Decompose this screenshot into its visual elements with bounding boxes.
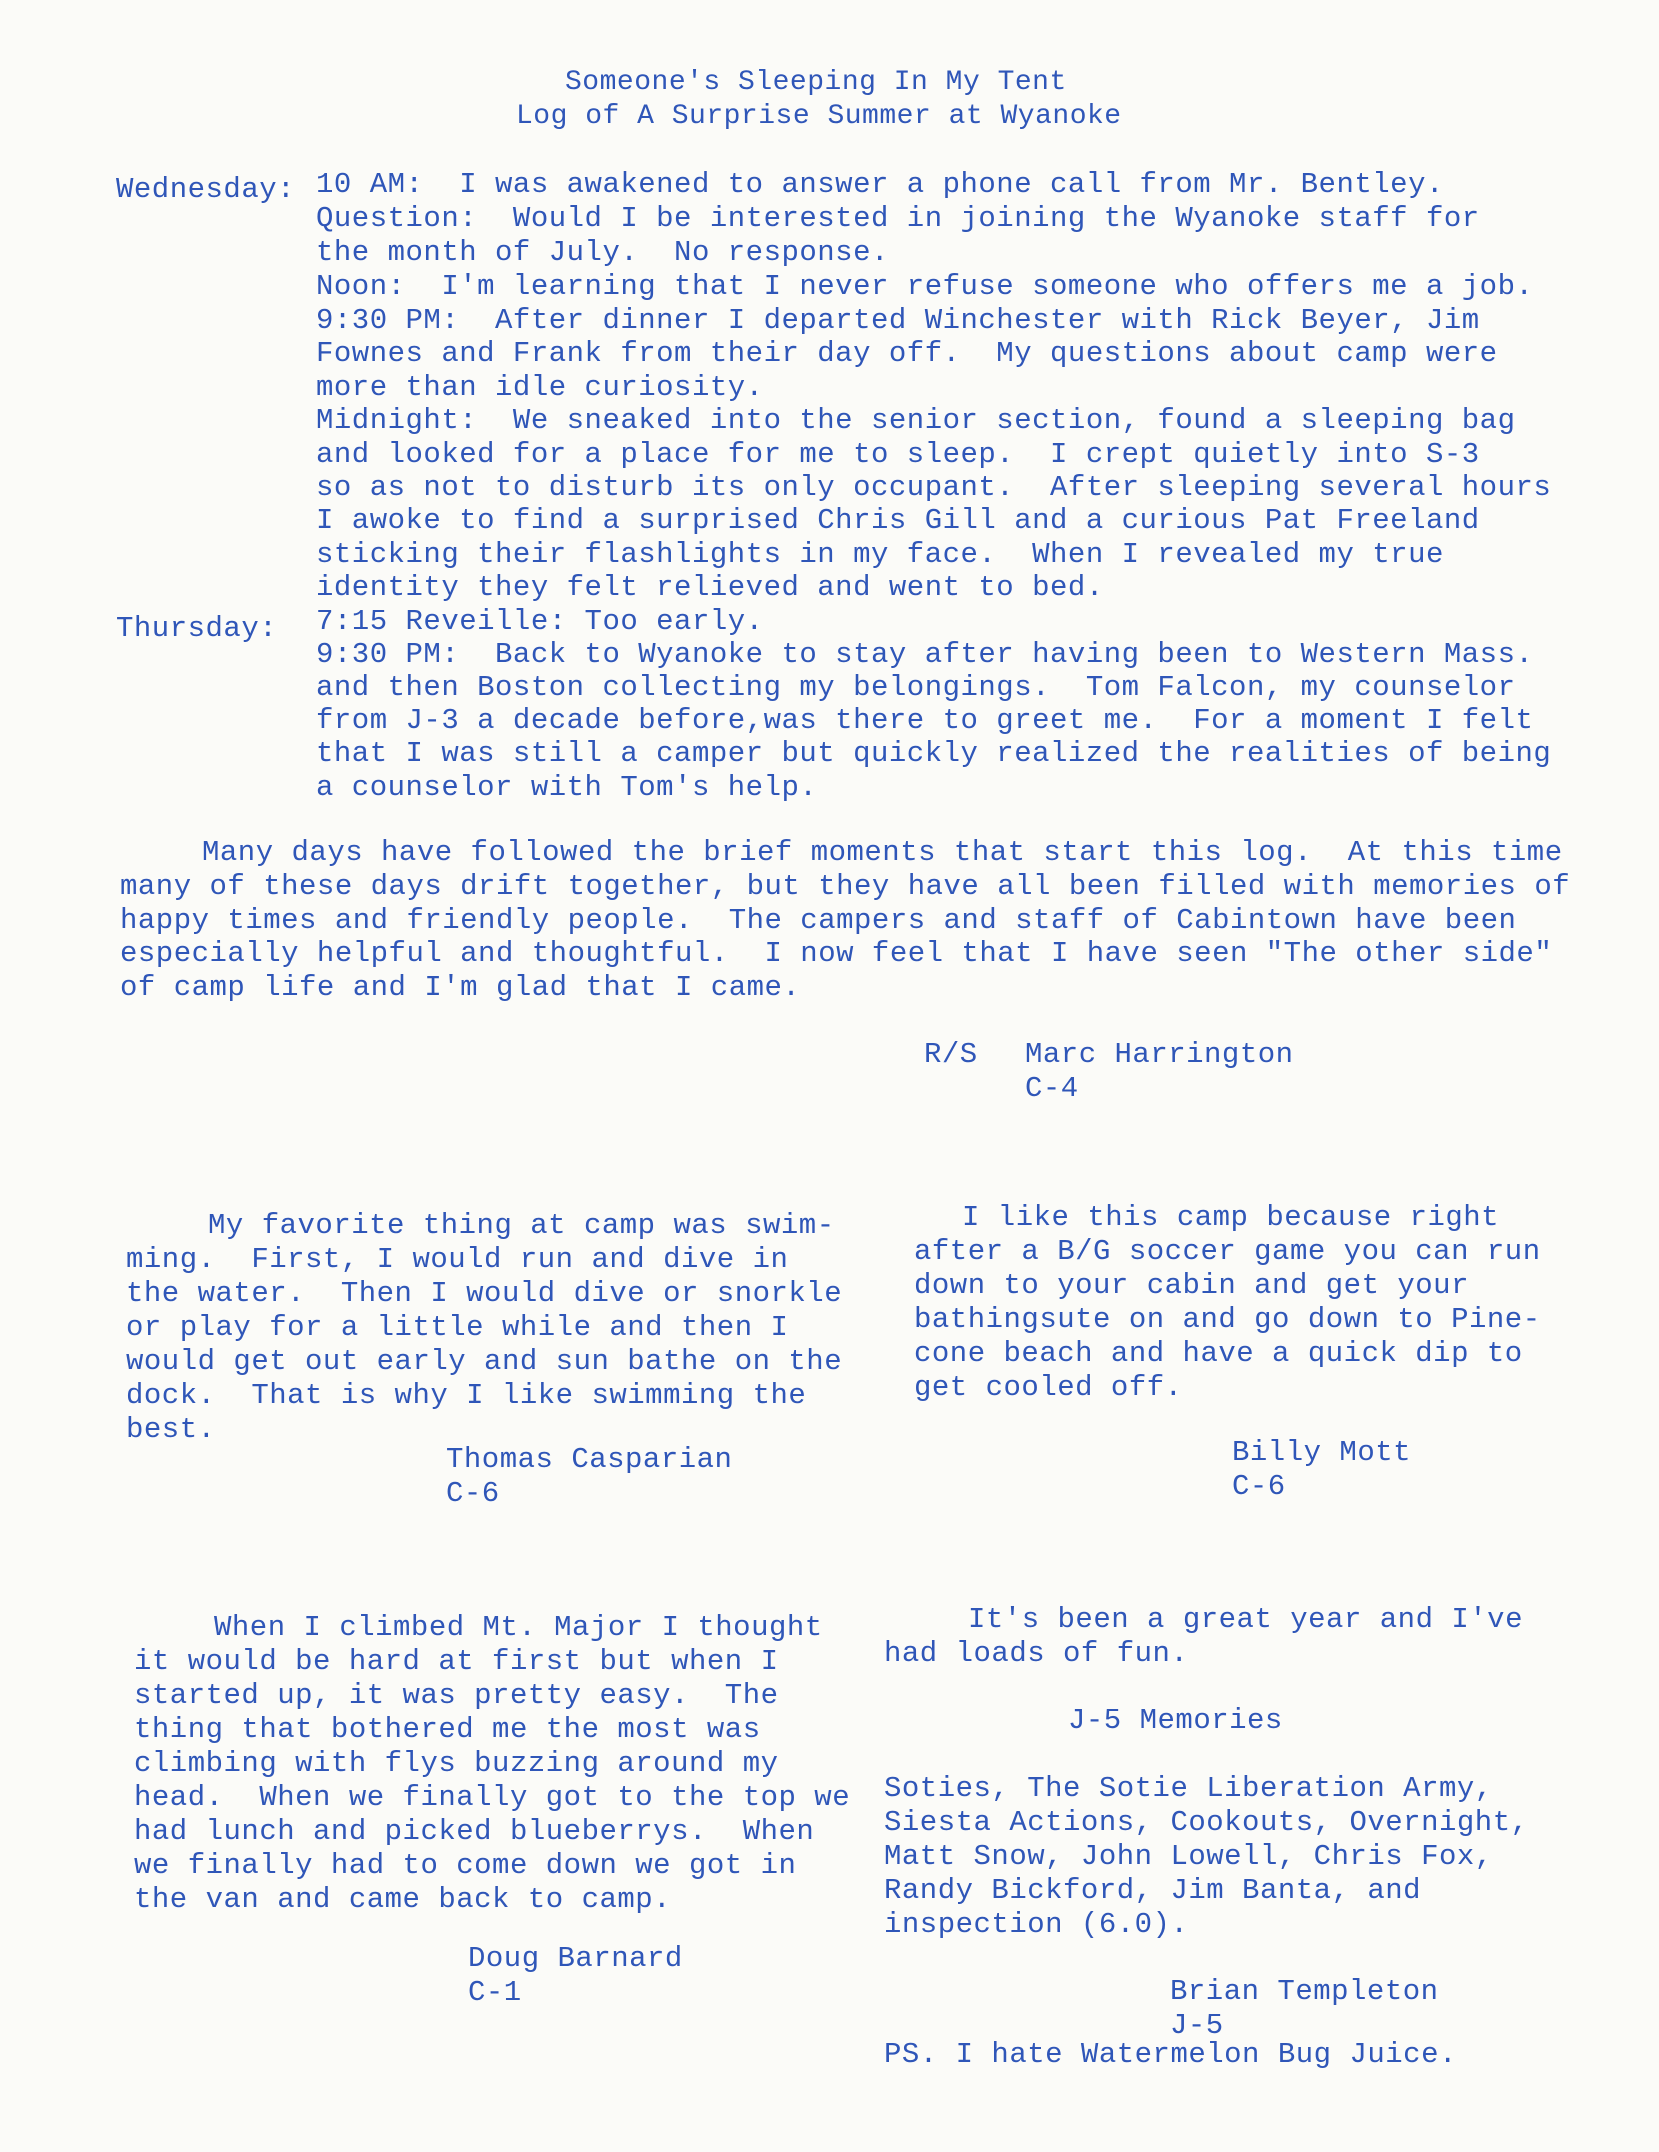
paragraph-line: many of these days drift together, but they have all been filled with memories of bbox=[120, 870, 1571, 903]
log-line: Question: Would I be interested in joining the Wyanoke staff for bbox=[316, 202, 1480, 235]
entry-line: dock. That is why I like swimming the bbox=[126, 1379, 807, 1412]
postscript: PS. I hate Watermelon Bug Juice. bbox=[884, 2038, 1457, 2071]
paragraph-line: of camp life and I'm glad that I came. bbox=[120, 971, 801, 1004]
log-line: identity they felt relieved and went to bed. bbox=[316, 571, 1104, 604]
log-line: that I was still a camper but quickly realized the realities of being bbox=[316, 737, 1552, 770]
day-label-thursday: Thursday: bbox=[116, 612, 278, 645]
paragraph-line: happy times and friendly people. The campers and staff of Cabintown have been bbox=[120, 904, 1517, 937]
entry-line: head. When we finally got to the top we bbox=[134, 1781, 851, 1814]
entry-line: Randy Bickford, Jim Banta, and bbox=[884, 1874, 1422, 1907]
paragraph-line: Many days have followed the brief moments that start this log. At this time bbox=[202, 836, 1563, 869]
entry-line: It's been a great year and I've bbox=[968, 1603, 1523, 1636]
log-line: 9:30 PM: After dinner I departed Winchester with Rick Beyer, Jim bbox=[316, 304, 1480, 337]
entry-line: down to your cabin and get your bbox=[914, 1269, 1469, 1302]
signature-name: Marc Harrington bbox=[1025, 1038, 1294, 1071]
entry-line: Siesta Actions, Cookouts, Overnight, bbox=[884, 1806, 1529, 1839]
entry-line: would get out early and sun bathe on the bbox=[126, 1345, 843, 1378]
title-line-2: Log of A Surprise Summer at Wyanoke bbox=[516, 101, 1122, 132]
log-line: Midnight: We sneaked into the senior section, found a sleeping bag bbox=[316, 404, 1516, 437]
entry-line: Matt Snow, John Lowell, Chris Fox, bbox=[884, 1840, 1493, 1873]
day-label-wednesday: Wednesday: bbox=[116, 173, 296, 206]
entry-line: we finally had to come down we got in bbox=[134, 1849, 797, 1882]
memories-heading: J-5 Memories bbox=[1068, 1704, 1283, 1737]
entry-line: thing that bothered me the most was bbox=[134, 1713, 761, 1746]
paragraph-line: especially helpful and thoughtful. I now feel that I have seen "The other side" bbox=[120, 937, 1553, 970]
signature-cabin: C-4 bbox=[1025, 1072, 1079, 1105]
entry-line: the van and came back to camp. bbox=[134, 1883, 672, 1916]
signature-name: Thomas Casparian bbox=[446, 1443, 733, 1476]
entry-line: My favorite thing at camp was swim- bbox=[208, 1209, 835, 1242]
log-line: and looked for a place for me to sleep. I crept quietly into S-3 bbox=[316, 438, 1480, 471]
entry-line: it would be hard at first but when I bbox=[134, 1645, 779, 1678]
signature-cabin: C-6 bbox=[1232, 1470, 1286, 1503]
entry-line: get cooled off. bbox=[914, 1371, 1183, 1404]
entry-line: I like this camp because right bbox=[962, 1201, 1500, 1234]
log-line: the month of July. No response. bbox=[316, 236, 889, 269]
log-line: so as not to disturb its only occupant. After sleeping several hours bbox=[316, 471, 1552, 504]
log-line: more than idle curiosity. bbox=[316, 371, 764, 404]
signature-name: Brian Templeton bbox=[1170, 1975, 1439, 2008]
log-line: 9:30 PM: Back to Wyanoke to stay after having been to Western Mass. bbox=[316, 638, 1534, 671]
signature-name: Doug Barnard bbox=[468, 1942, 683, 1975]
signature-cabin: C-1 bbox=[468, 1976, 522, 2009]
entry-line: Soties, The Sotie Liberation Army, bbox=[884, 1772, 1493, 1805]
entry-line: or play for a little while and then I bbox=[126, 1311, 789, 1344]
entry-line: after a B/G soccer game you can run bbox=[914, 1235, 1541, 1268]
entry-line: bathingsute on and go down to Pine- bbox=[914, 1303, 1541, 1336]
log-line: a counselor with Tom's help. bbox=[316, 771, 818, 804]
signature-cabin: C-6 bbox=[446, 1477, 500, 1510]
entry-line: inspection (6.0). bbox=[884, 1908, 1189, 1941]
entry-line: ming. First, I would run and dive in bbox=[126, 1243, 789, 1276]
entry-line: had lunch and picked blueberrys. When bbox=[134, 1815, 815, 1848]
signature-name: Billy Mott bbox=[1232, 1436, 1412, 1469]
entry-line: started up, it was pretty easy. The bbox=[134, 1679, 779, 1712]
log-line: from J-3 a decade before,was there to greet me. For a moment I felt bbox=[316, 704, 1534, 737]
log-line: sticking their flashlights in my face. When I revealed my true bbox=[316, 538, 1444, 571]
entry-line: cone beach and have a quick dip to bbox=[914, 1337, 1523, 1370]
log-line: 10 AM: I was awakened to answer a phone call from Mr. Bentley. bbox=[316, 168, 1444, 201]
log-line: Noon: I'm learning that I never refuse someone who offers me a job. bbox=[316, 270, 1534, 303]
log-line: and then Boston collecting my belongings. Tom Falcon, my counselor bbox=[316, 671, 1516, 704]
entry-line: the water. Then I would dive or snorkle bbox=[126, 1277, 843, 1310]
entry-line: climbing with flys buzzing around my bbox=[134, 1747, 779, 1780]
log-line: Fownes and Frank from their day off. My questions about camp were bbox=[316, 337, 1498, 370]
entry-line: When I climbed Mt. Major I thought bbox=[214, 1611, 823, 1644]
log-line: 7:15 Reveille: Too early. bbox=[316, 605, 764, 638]
signature-cabin: J-5 bbox=[1170, 2009, 1224, 2042]
entry-line: had loads of fun. bbox=[884, 1637, 1189, 1670]
entry-line: best. bbox=[126, 1413, 216, 1446]
signature-rs: R/S bbox=[924, 1038, 978, 1071]
log-line: I awoke to find a surprised Chris Gill and a curious Pat Freeland bbox=[316, 504, 1480, 537]
title-line-1: Someone's Sleeping In My Tent bbox=[565, 67, 1067, 98]
